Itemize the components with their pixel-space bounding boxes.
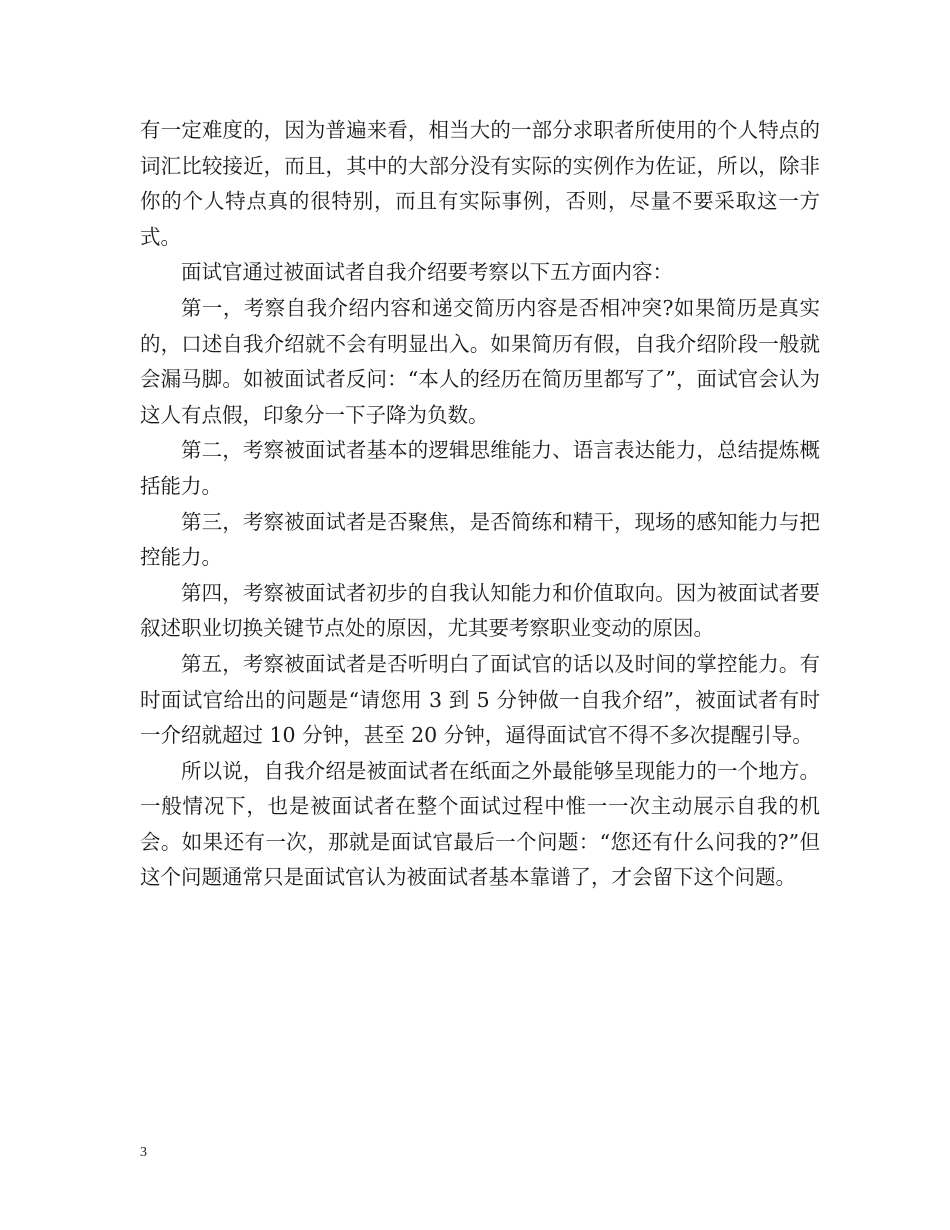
paragraph-8: 所以说，自我介绍是被面试者在纸面之外最能够呈现能力的一个地方。一般情况下，也是被面试者在整个面试过程中惟一一次主动展示自我的机会。如果还有一次，那就是面试官最后一个问题：“您还有什么问我的?”但这个问题通常只是面试官认为被面试者基本靠谱了，才会留下这个问题。 [140, 758, 820, 890]
paragraph-4: 第二，考察被面试者基本的逻辑思维能力、语言表达能力，总结提炼概括能力。 [140, 438, 820, 498]
paragraph-2: 面试官通过被面试者自我介绍要考察以下五方面内容： [181, 260, 673, 285]
paragraph-6: 第四，考察被面试者初步的自我认知能力和价值取向。因为被面试者要叙述职业切换关键节点处的原因，尤其要考察职业变动的原因。 [140, 580, 820, 641]
paragraph-3: 第一，考察自我介绍内容和递交简历内容是否相冲突?如果简历是真实的，口述自我介绍就不会有明显出入。如果简历有假，自我介绍阶段一般就会漏马脚。如被面试者反问：“本人的经历在简历里都写了”，面试官会认为这人有点假，印象分一下子降为负数。 [140, 295, 820, 427]
page-number: 3 [140, 1145, 147, 1160]
document-body [140, 113, 820, 896]
paragraph-7: 第五，考察被面试者是否听明白了面试官的话以及时间的掌控能力。有时面试官给出的问题是“请您用 3 到 5 分钟做一自我介绍”，被面试者有时一介绍就超过 10 分钟，甚至 20 分钟，逼得面试官不得不多次提醒引导。 [140, 651, 820, 748]
paragraph-5: 第三，考察被面试者是否聚焦，是否简练和精干，现场的感知能力与把控能力。 [140, 509, 820, 570]
paragraph-1: 有一定难度的，因为普遍来看，相当大的一部分求职者所使用的个人特点的词汇比较接近，而且，其中的大部分没有实际的实例作为佐证，所以，除非你的个人特点真的很特别，而且有实际事例，否则，尽量不要采取这一方式。 [140, 118, 820, 249]
